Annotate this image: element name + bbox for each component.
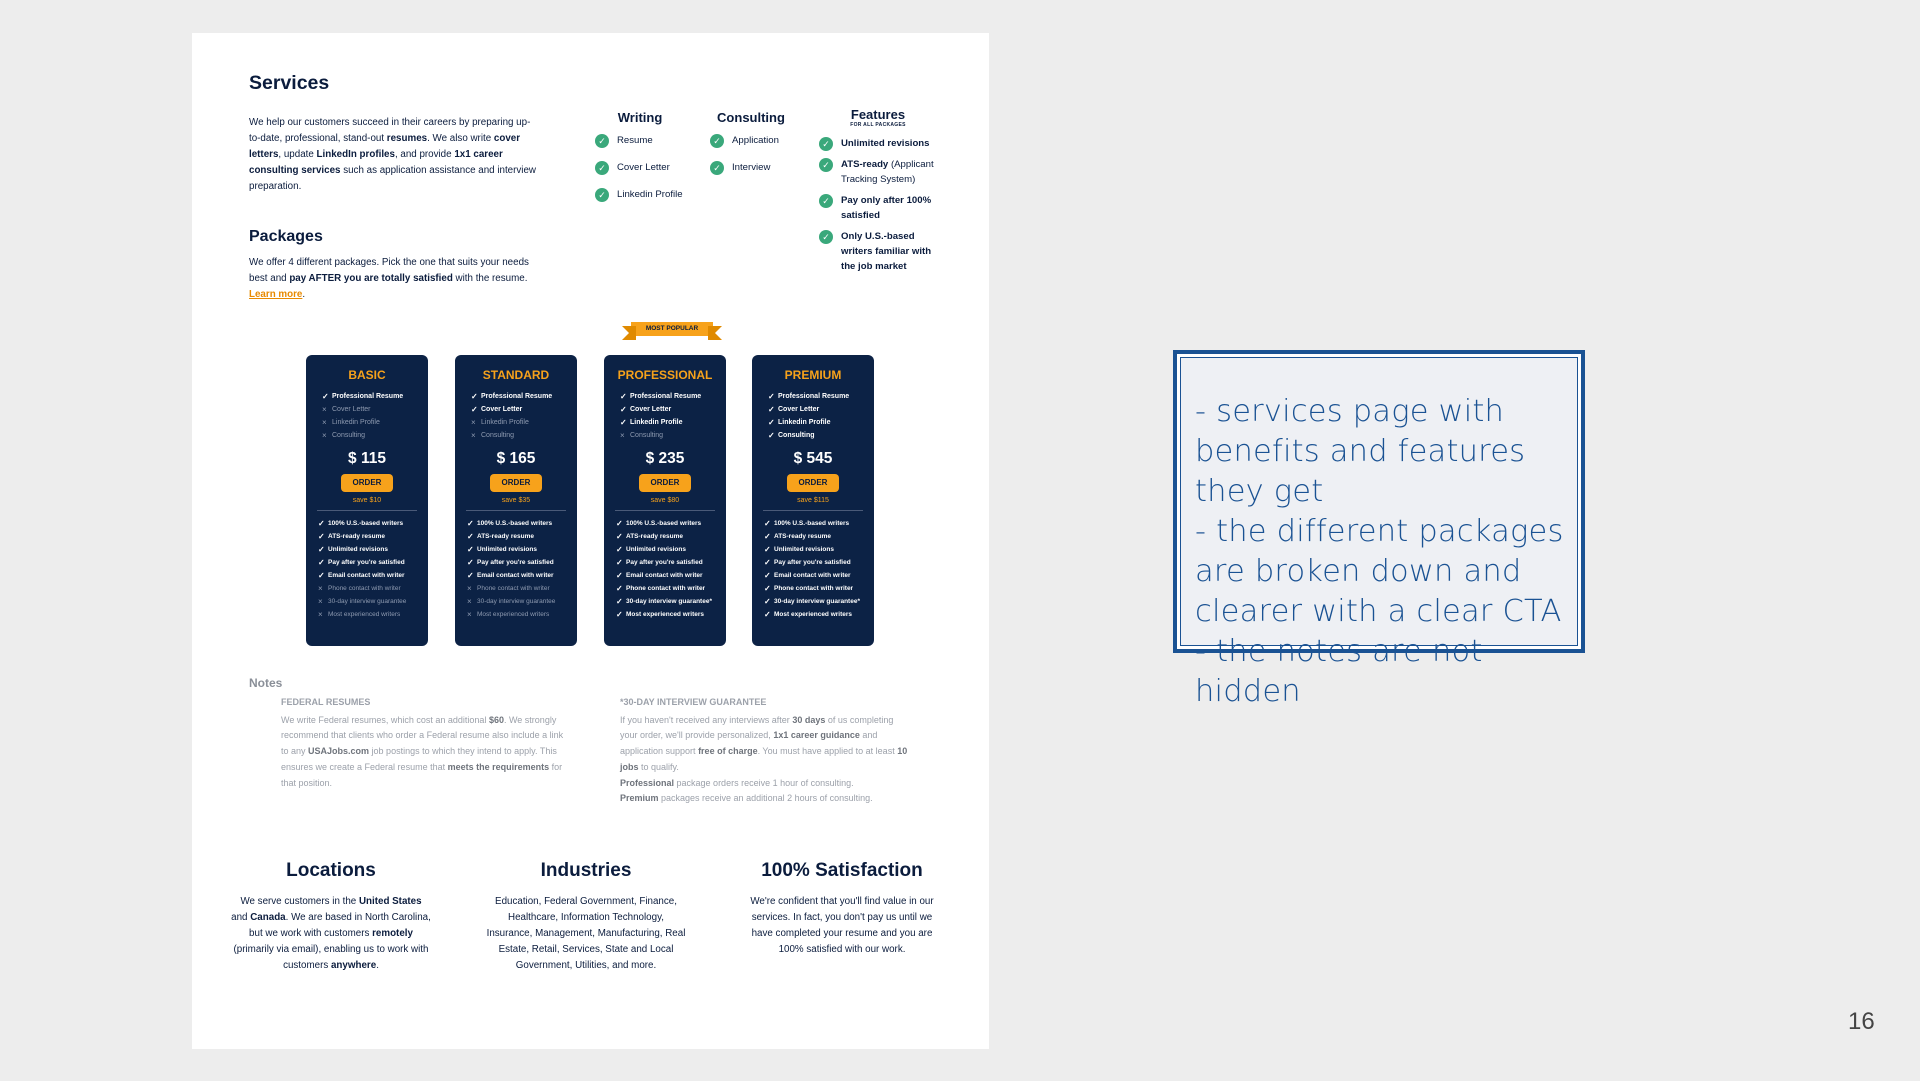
package-benefit-item	[764, 608, 874, 621]
order-button[interactable]: ORDER	[787, 474, 839, 492]
package-savings: save $35	[501, 497, 531, 504]
cross-icon: ×	[322, 418, 327, 427]
package-savings: save $115	[797, 497, 829, 504]
check-icon: ✓	[467, 558, 474, 567]
package-benefit-label: Email contact with writer	[328, 572, 405, 579]
package-benefit-label: Email contact with writer	[774, 572, 851, 579]
card-divider	[763, 510, 863, 511]
packages-intro-text: with the resume.	[452, 273, 528, 284]
footer-bold: United States	[358, 896, 422, 907]
package-benefit-label: Email contact with writer	[477, 572, 554, 579]
note-bold: 10 jobs	[620, 746, 908, 772]
check-icon: ✓	[322, 392, 329, 401]
consulting-item-label: Interview	[732, 162, 771, 173]
check-icon: ✓	[616, 584, 623, 593]
consulting-column	[710, 110, 792, 187]
packages-intro-text: We offer 4 different packages. Pick the one that suits your needs best and	[249, 257, 529, 284]
order-button[interactable]: ORDER	[490, 474, 542, 492]
check-icon: ✓	[318, 558, 325, 567]
check-circle-icon: ✓	[595, 161, 609, 175]
cross-icon: ×	[322, 405, 327, 414]
package-benefit-label: ATS-ready resume	[477, 533, 534, 540]
package-include-item	[471, 403, 577, 416]
order-button[interactable]: ORDER	[639, 474, 691, 492]
package-include-label: Linkedin Profile	[481, 419, 529, 426]
intro-text: We help our customers succeed in their careers by preparing up-to-date, professional, stand-out	[249, 117, 531, 144]
cross-icon: ×	[620, 431, 625, 440]
services-page-mockup	[192, 33, 989, 1049]
package-include-item	[768, 403, 874, 416]
package-include-label: Consulting	[481, 432, 515, 439]
package-include-label: Consulting	[332, 432, 366, 439]
check-icon: ✓	[616, 571, 623, 580]
package-name: BASIC	[348, 368, 386, 382]
federal-resumes-note	[281, 695, 566, 791]
package-include-item	[322, 403, 428, 416]
check-icon: ✓	[764, 519, 771, 528]
card-divider	[615, 510, 715, 511]
slide-notes-box	[1173, 350, 1585, 709]
check-circle-icon: ✓	[819, 137, 833, 151]
consulting-item	[710, 133, 792, 148]
check-icon: ✓	[318, 545, 325, 554]
writing-item-label: Cover Letter	[617, 162, 670, 173]
check-icon: ✓	[620, 418, 627, 427]
check-icon: ✓	[467, 532, 474, 541]
package-benefit-label: Phone contact with writer	[774, 585, 854, 592]
package-benefit-label: Pay after you're satisfied	[626, 559, 703, 566]
note-bold: meets the requirements	[447, 761, 550, 772]
check-circle-icon: ✓	[710, 134, 724, 148]
package-benefit-label: Phone contact with writer	[328, 585, 401, 592]
footer-text: We serve customers in the	[240, 896, 359, 907]
package-include-item	[471, 429, 577, 442]
package-benefit-item	[467, 543, 577, 556]
package-benefit-label: Unlimited revisions	[477, 546, 537, 553]
package-benefit-label: Unlimited revisions	[626, 546, 686, 553]
industries-heading: Industries	[540, 860, 632, 881]
note-text: . We strongly recommend that clients who order a Federal resume also include a link to any	[281, 714, 564, 757]
industries-section	[486, 860, 686, 974]
package-benefit-label: ATS-ready resume	[774, 533, 831, 540]
card-divider	[466, 510, 566, 511]
package-benefits	[616, 517, 726, 621]
writing-heading: Writing	[617, 110, 663, 125]
package-benefit-item	[467, 530, 577, 543]
package-benefit-item	[318, 556, 428, 569]
card-divider	[317, 510, 417, 511]
check-icon: ✓	[616, 519, 623, 528]
intro-text: , update	[278, 149, 317, 160]
check-icon: ✓	[467, 571, 474, 580]
check-icon: ✓	[467, 545, 474, 554]
locations-section	[231, 860, 431, 974]
footer-bold: anywhere	[330, 960, 377, 971]
package-benefit-item	[467, 582, 577, 595]
note-bold: 30 days	[792, 714, 826, 725]
package-benefit-label: Most experienced writers	[477, 611, 550, 618]
features-item-bold: Pay only after 100% satisfied	[841, 195, 932, 221]
package-benefit-item	[764, 543, 874, 556]
cross-icon: ×	[318, 584, 323, 593]
package-includes	[768, 390, 874, 442]
package-benefit-item	[616, 556, 726, 569]
package-benefit-item	[467, 608, 577, 621]
packages-intro-text: .	[302, 289, 306, 300]
check-icon: ✓	[471, 405, 478, 414]
package-benefit-item	[764, 595, 874, 608]
package-benefit-item	[318, 517, 428, 530]
package-benefit-label: ATS-ready resume	[328, 533, 385, 540]
check-icon: ✓	[768, 418, 775, 427]
package-benefit-label: 30-day interview guarantee*	[774, 598, 860, 605]
services-intro	[249, 115, 539, 195]
package-benefit-item	[764, 530, 874, 543]
package-benefit-item	[467, 556, 577, 569]
package-benefit-item	[318, 569, 428, 582]
package-benefits	[764, 517, 874, 621]
writing-item	[595, 160, 685, 175]
package-benefit-item	[616, 569, 726, 582]
package-benefit-item	[616, 517, 726, 530]
cross-icon: ×	[322, 431, 327, 440]
features-heading: Features	[850, 107, 906, 122]
package-include-item	[768, 416, 874, 429]
note-bold: Professional	[620, 777, 675, 788]
check-circle-icon: ✓	[595, 188, 609, 202]
satisfaction-section	[742, 860, 942, 958]
features-item	[819, 229, 937, 274]
writing-column	[595, 110, 685, 214]
footer-text: .	[376, 960, 379, 971]
check-icon: ✓	[318, 532, 325, 541]
package-benefit-item	[764, 517, 874, 530]
locations-text	[231, 894, 431, 974]
note-text: and application support	[620, 730, 878, 757]
package-name: STANDARD	[482, 368, 550, 382]
intro-bold: 1x1 career consulting services	[249, 149, 503, 176]
federal-note-title: FEDERAL RESUMES	[281, 697, 371, 707]
package-price: $ 545	[793, 450, 833, 467]
satisfaction-text: We're confident that you'll find value in our services. In fact, you don't pay us until we have completed your resume and you are 100% satisfied with our work.	[750, 896, 934, 955]
check-circle-icon: ✓	[710, 161, 724, 175]
package-benefit-item	[318, 582, 428, 595]
package-benefit-label: 30-day interview guarantee	[477, 598, 556, 605]
package-benefit-label: Unlimited revisions	[328, 546, 388, 553]
note-text: of us completing your order, we'll provide personalized,	[620, 714, 894, 741]
check-circle-icon: ✓	[819, 230, 833, 244]
check-icon: ✓	[768, 392, 775, 401]
notes-heading: Notes	[249, 676, 283, 690]
check-icon: ✓	[764, 584, 771, 593]
note-bold: 1x1 career guidance	[773, 730, 860, 741]
package-benefit-label: Most experienced writers	[328, 611, 401, 618]
industries-text: Education, Federal Government, Finance, Healthcare, Information Technology, Insurance, Management, Manufacturing, Real Estate, Retail, Services, State and Local Government, Utilities, and more.	[486, 896, 686, 971]
package-include-item	[471, 390, 577, 403]
pricing-card-basic	[306, 355, 428, 646]
features-item-bold: Unlimited revisions	[841, 138, 930, 149]
check-icon: ✓	[616, 558, 623, 567]
check-icon: ✓	[764, 545, 771, 554]
intro-bold: resumes	[386, 133, 428, 144]
note-text: job postings to which they intend to apply. This ensures we create a Federal resume that	[281, 746, 557, 772]
note-bold: Premium	[620, 793, 659, 804]
package-benefit-item	[616, 543, 726, 556]
cross-icon: ×	[318, 597, 323, 606]
cross-icon: ×	[471, 431, 476, 440]
intro-text: , and provide	[394, 149, 455, 160]
check-icon: ✓	[764, 558, 771, 567]
guarantee-note-title: *30-DAY INTERVIEW GUARANTEE	[620, 697, 767, 707]
check-icon: ✓	[620, 405, 627, 414]
package-include-label: Linkedin Profile	[778, 419, 831, 426]
check-icon: ✓	[471, 392, 478, 401]
page-number: 16	[1848, 1008, 1875, 1035]
package-benefit-label: Email contact with writer	[626, 572, 703, 579]
locations-heading: Locations	[286, 860, 376, 881]
package-include-item	[768, 390, 874, 403]
check-icon: ✓	[768, 431, 775, 440]
package-include-item	[620, 429, 726, 442]
writing-item	[595, 187, 685, 202]
note-text: to qualify.	[638, 761, 679, 772]
package-include-label: Professional Resume	[481, 393, 553, 400]
package-benefit-label: Pay after you're satisfied	[328, 559, 405, 566]
package-benefit-item	[764, 556, 874, 569]
cross-icon: ×	[467, 610, 472, 619]
consulting-item-label: Application	[732, 135, 779, 146]
features-item	[819, 193, 937, 223]
packages-intro-bold: pay AFTER you are totally satisfied	[289, 273, 453, 284]
satisfaction-heading: 100% Satisfaction	[761, 860, 923, 881]
check-icon: ✓	[318, 571, 325, 580]
package-benefit-label: 30-day interview guarantee*	[626, 598, 712, 605]
features-item-bold: Only U.S.-based writers familiar with the job market	[841, 231, 932, 272]
slide-note-line: - services page with benefits and features they get	[1195, 394, 1526, 509]
package-include-item	[471, 416, 577, 429]
check-icon: ✓	[616, 532, 623, 541]
package-price: $ 235	[645, 450, 685, 467]
learn-more-link[interactable]: Learn more	[249, 289, 303, 300]
package-benefit-item	[764, 569, 874, 582]
package-benefit-label: Pay after you're satisfied	[774, 559, 851, 566]
package-benefit-item	[616, 582, 726, 595]
package-benefit-label: 30-day interview guarantee	[328, 598, 407, 605]
package-include-label: Professional Resume	[778, 393, 850, 400]
features-column	[819, 107, 937, 280]
package-include-label: Cover Letter	[630, 406, 672, 413]
package-benefits	[318, 517, 428, 621]
note-text: for that position.	[281, 761, 563, 788]
slide-notes-text	[1195, 392, 1573, 712]
footer-bold: remotely	[372, 928, 413, 939]
package-include-label: Professional Resume	[332, 393, 404, 400]
intro-bold: LinkedIn profiles	[316, 149, 395, 160]
package-benefit-label: 100% U.S.-based writers	[477, 520, 553, 527]
package-benefit-label: 100% U.S.-based writers	[774, 520, 850, 527]
package-include-label: Cover Letter	[778, 406, 820, 413]
package-benefit-label: 100% U.S.-based writers	[328, 520, 404, 527]
consulting-item	[710, 160, 792, 175]
package-include-label: Linkedin Profile	[630, 419, 683, 426]
footer-text: and	[231, 912, 251, 923]
footer-bold: Canada	[250, 912, 286, 923]
services-heading: Services	[249, 72, 330, 94]
note-bold: free of charge	[698, 746, 758, 757]
check-circle-icon: ✓	[819, 194, 833, 208]
package-includes	[471, 390, 577, 442]
package-savings: save $80	[650, 497, 680, 504]
package-benefit-label: ATS-ready resume	[626, 533, 683, 540]
package-benefit-item	[616, 595, 726, 608]
pricing-card-professional	[604, 355, 726, 646]
check-circle-icon: ✓	[595, 134, 609, 148]
note-text: If you haven't received any interviews after	[620, 714, 793, 725]
features-item-text: (Applicant Tracking System)	[841, 159, 934, 185]
package-benefit-item	[318, 530, 428, 543]
package-benefit-label: 100% U.S.-based writers	[626, 520, 702, 527]
check-icon: ✓	[764, 532, 771, 541]
package-name: PREMIUM	[784, 368, 842, 382]
check-icon: ✓	[768, 405, 775, 414]
cross-icon: ×	[471, 418, 476, 427]
package-benefit-item	[467, 517, 577, 530]
slide-note-line: - the different packages are broken down and clearer with a clear CTA	[1195, 514, 1564, 629]
package-include-item	[620, 403, 726, 416]
package-benefit-item	[764, 582, 874, 595]
package-include-item	[322, 390, 428, 403]
features-item	[819, 157, 937, 187]
writing-item-label: Linkedin Profile	[617, 189, 683, 200]
note-bold: USAJobs.com	[308, 746, 370, 757]
package-price: $ 165	[496, 450, 536, 467]
most-popular-ribbon: MOST POPULAR	[631, 322, 713, 336]
features-subheading: FOR ALL PACKAGES	[850, 122, 906, 128]
package-savings: save $10	[352, 497, 382, 504]
package-include-label: Consulting	[630, 432, 664, 439]
package-benefit-label: Pay after you're satisfied	[477, 559, 554, 566]
check-icon: ✓	[764, 571, 771, 580]
package-include-label: Linkedin Profile	[332, 419, 380, 426]
package-include-item	[620, 416, 726, 429]
package-include-label: Cover Letter	[481, 406, 523, 413]
package-price: $ 115	[348, 450, 386, 467]
package-include-item	[322, 429, 428, 442]
package-benefit-item	[467, 595, 577, 608]
packages-heading: Packages	[249, 228, 323, 245]
package-name: PROFESSIONAL	[617, 368, 713, 382]
cross-icon: ×	[467, 597, 472, 606]
package-includes	[322, 390, 428, 442]
pricing-card-standard	[455, 355, 577, 646]
cross-icon: ×	[318, 610, 323, 619]
slide-note-line: - the notes are not hidden	[1195, 634, 1483, 709]
package-benefit-label: Most experienced writers	[626, 611, 705, 618]
package-benefit-label: Most experienced writers	[774, 611, 853, 618]
package-benefit-item	[616, 530, 726, 543]
note-text: packages receive an additional 2 hours of consulting.	[658, 793, 873, 804]
check-icon: ✓	[616, 545, 623, 554]
check-icon: ✓	[616, 597, 623, 606]
package-benefit-label: Unlimited revisions	[774, 546, 834, 553]
writing-item-label: Resume	[617, 135, 653, 146]
package-benefit-label: Phone contact with writer	[626, 585, 706, 592]
features-item	[819, 136, 937, 151]
package-benefit-label: Phone contact with writer	[477, 585, 550, 592]
features-item-bold: ATS-ready	[841, 159, 889, 170]
check-icon: ✓	[764, 610, 771, 619]
note-text: We write Federal resumes, which cost an additional	[281, 714, 489, 725]
package-benefit-item	[318, 543, 428, 556]
package-include-label: Professional Resume	[630, 393, 702, 400]
check-icon: ✓	[318, 519, 325, 528]
note-text: package orders receive 1 hour of consulting.	[674, 777, 854, 788]
package-benefit-item	[616, 608, 726, 621]
note-text: . You must have applied to at least	[757, 746, 898, 757]
check-icon: ✓	[616, 610, 623, 619]
pricing-card-premium	[752, 355, 874, 646]
package-benefits	[467, 517, 577, 621]
footer-text: (primarily via email), enabling us to work with customers	[233, 944, 429, 971]
footer-text: . We are based in North Carolina, but we work with customers	[249, 912, 431, 939]
intro-text: . We also write	[427, 133, 494, 144]
package-include-item	[620, 390, 726, 403]
packages-intro	[249, 255, 539, 303]
package-benefit-item	[467, 569, 577, 582]
package-includes	[620, 390, 726, 442]
check-circle-icon: ✓	[819, 158, 833, 172]
package-include-item	[322, 416, 428, 429]
writing-item	[595, 133, 685, 148]
check-icon: ✓	[467, 519, 474, 528]
cross-icon: ×	[467, 584, 472, 593]
intro-bold: cover letters	[249, 133, 521, 160]
intro-text: such as application assistance and interview preparation.	[249, 165, 536, 192]
package-benefit-item	[318, 595, 428, 608]
package-benefit-item	[318, 608, 428, 621]
package-include-label: Cover Letter	[332, 406, 371, 413]
order-button[interactable]: ORDER	[341, 474, 393, 492]
note-bold: $60	[488, 714, 504, 725]
interview-guarantee-note	[620, 695, 910, 807]
check-icon: ✓	[620, 392, 627, 401]
consulting-heading: Consulting	[717, 110, 785, 125]
package-include-label: Consulting	[778, 432, 815, 439]
package-include-item	[768, 429, 874, 442]
check-icon: ✓	[764, 597, 771, 606]
